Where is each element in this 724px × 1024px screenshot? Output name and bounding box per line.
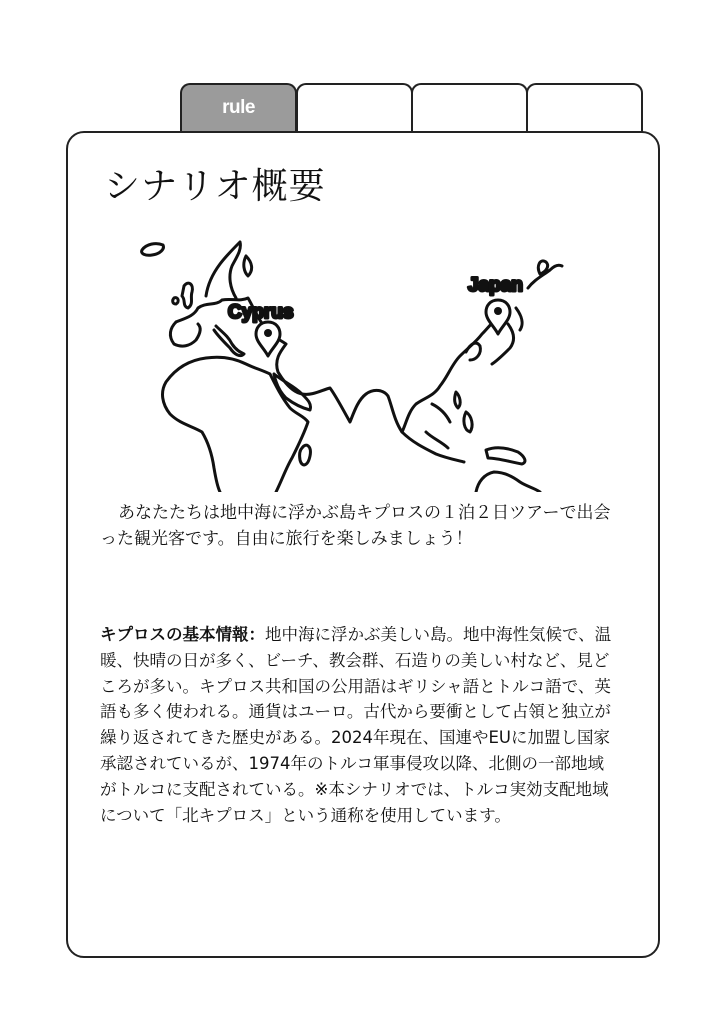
page-title: シナリオ概要	[104, 166, 326, 207]
tab-2[interactable]	[296, 83, 413, 133]
info-body: 地中海に浮かぶ美しい島。地中海性気候で、温暖、快晴の日が多く、ビーチ、教会群、石造りの美しい村など、見どころが多い。キプロス共和国の公用語はギリシャ語とトルコ語で、英語も多く使われる。通貨はユーロ。古代から要衝として占領と独立が繰り返されてきた歴史がある。2024年現在、国連やEUに加盟し国家承認されているが、1974年のトルコ軍事侵攻以降、北側の一部地域がトルコに支配されている。※本シナリオでは、トルコ実効支配地域について「北キプロス」という通称を使用しています。	[100, 625, 612, 825]
tab-4[interactable]	[526, 83, 643, 133]
madagascar-outline	[300, 445, 311, 465]
arabia-outline	[274, 374, 311, 410]
tab-rule-label: rule	[222, 97, 255, 118]
africa-outline	[163, 357, 308, 492]
australia-outline	[476, 472, 540, 492]
cyprus-pin-icon[interactable]	[256, 322, 280, 356]
eurasia-outline	[176, 298, 498, 432]
tab-rule[interactable]	[180, 83, 297, 133]
scandinavia-outline	[206, 242, 252, 298]
italy-outline	[214, 326, 244, 356]
info-heading: キプロスの基本情報：	[100, 625, 265, 644]
info-paragraph	[100, 622, 620, 828]
intro-paragraph: あなたたちは地中海に浮かぶ島キプロスの１泊２日ツアーで出会った観光客です。自由に旅行を楽しみましょう！	[100, 503, 611, 549]
iceland-outline	[142, 244, 164, 256]
tab-3[interactable]	[411, 83, 528, 133]
cyprus-label: Cyprus	[228, 302, 294, 323]
japan-label: Japan	[468, 275, 523, 296]
world-map	[136, 236, 572, 492]
new-guinea-outline	[486, 448, 525, 464]
japan-pin-icon[interactable]	[486, 300, 510, 334]
iberia-outline	[170, 322, 200, 346]
uk-outline	[173, 283, 193, 308]
philippines-outline	[455, 392, 472, 432]
tab-bar	[180, 83, 644, 133]
